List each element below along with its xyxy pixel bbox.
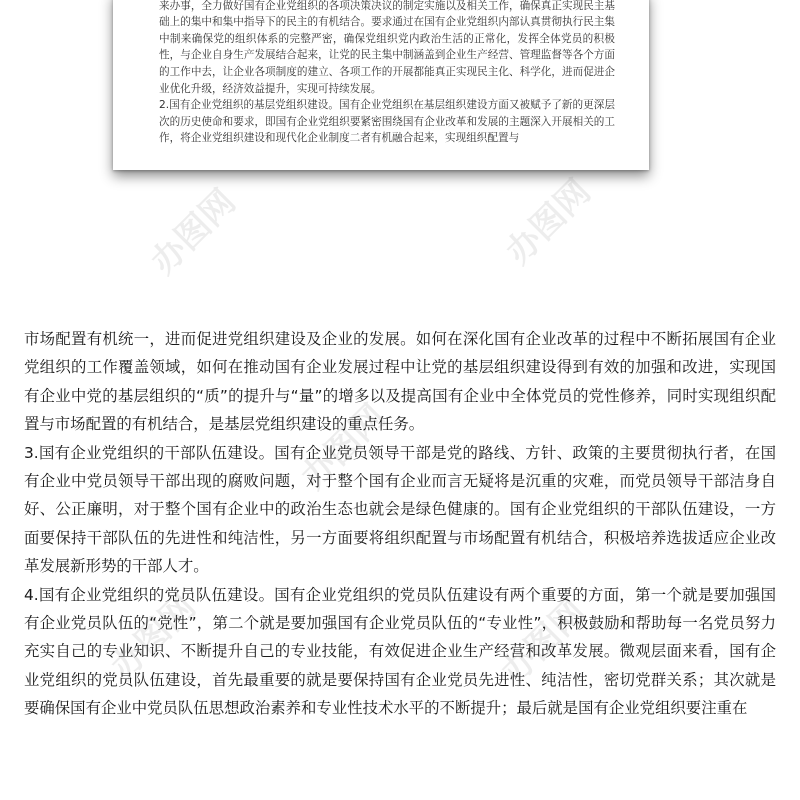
watermark-logo: 办图网 bbox=[143, 181, 244, 283]
body-paragraph-1: 市场配置有机统一，进而促进党组织建设及企业的发展。如何在深化国有企业改革的过程中不断拓展国有企业党组织的工作覆盖领域，如何在推动国有企业发展过程中让党的基层组织建设得到有效的加强和改进，实现国有企业中党的基层组织的“质”的提升与“量”的增多以及提高国有企业中全体党员的党性修养，同时实现组织配置与市场配置的有机结合，是基层党组织建设的重点任务。 bbox=[24, 330, 776, 434]
body-paragraph-2: 3.国有企业党组织的干部队伍建设。国有企业党员领导干部是党的路线、方针、政策的主要贯彻执行者，在国有企业中党员领导干部出现的腐败问题，对于整个国有企业而言无疑将是沉重的灾难，而党员领导干部洁身自好、公正廉明，对于整个国有企业中的政治生态也就会是绿色健康的。国有企业党组织的干部队伍建设，一方面要保持干部队伍的先进性和纯洁性，另一方面要将组织配置与市场配置有机结合，积极培养选拔适应企业改革发展新形势的干部人才。 bbox=[24, 443, 776, 576]
watermark-logo: 办图网 bbox=[103, 586, 204, 688]
watermark-logo: 办图网 bbox=[493, 591, 594, 693]
body-paragraph-3: 4.国有企业党组织的党员队伍建设。国有企业党组织的党员队伍建设有两个重要的方面，第一个就是要加强国有企业党员队伍的“党性”，第二个就是要加强国有企业党员队伍的“专业性”，积极鼓励和帮助每一名党员努力充实自己的专业知识、不断提升自己的专业技能，有效促进企业生产经营和改革发展。微观层面来看，国有企业党组织的党员队伍建设，首先最重要的就是要保持国有企业党员先进性、纯洁性，密切党群关系；其次就是要确保国有企业中党员队伍思想政治素养和专业性技术水平的不断提升；最后就是国有企业党组织要注重在 bbox=[24, 585, 776, 718]
preview-paragraph-1: 来办事，全力做好国有企业党组织的各项决策决议的制定实施以及相关工作，确保真正实现民主基础上的集中和集中指导下的民主的有机结合。要求通过在国有企业党组织内部认真贯彻执行民主集中制来确保党的组织体系的完整严密，确保党组织党内政治生活的正常化，发挥全体党员的积极性，与企业自身生产发展结合起来，让党的民主集中制涵盖到企业生产经营、管理监督等各个方面的工作中去，让企业各项制度的建立、各项工作的开展都能真正实现民主化、科学化，进而促进企业优化升级，经济效益提升，实现可持续发展。 bbox=[159, 0, 615, 95]
preview-text bbox=[159, 0, 615, 147]
body-text bbox=[24, 325, 776, 723]
watermark-logo: 办图网 bbox=[498, 171, 599, 273]
preview-paragraph-2: 2.国有企业党组织的基层党组织建设。国有企业党组织在基层组织建设方面又被赋予了新的更深层次的历史使命和要求，即国有企业党组织要紧密围绕国有企业改革和发展的主题深入开展相关的工作，将企业党组织建设和现代化企业制度二者有机融合起来，实现组织配置与 bbox=[159, 99, 615, 145]
document-preview-card bbox=[113, 0, 649, 170]
watermark-logo: 办图网 bbox=[293, 396, 394, 498]
